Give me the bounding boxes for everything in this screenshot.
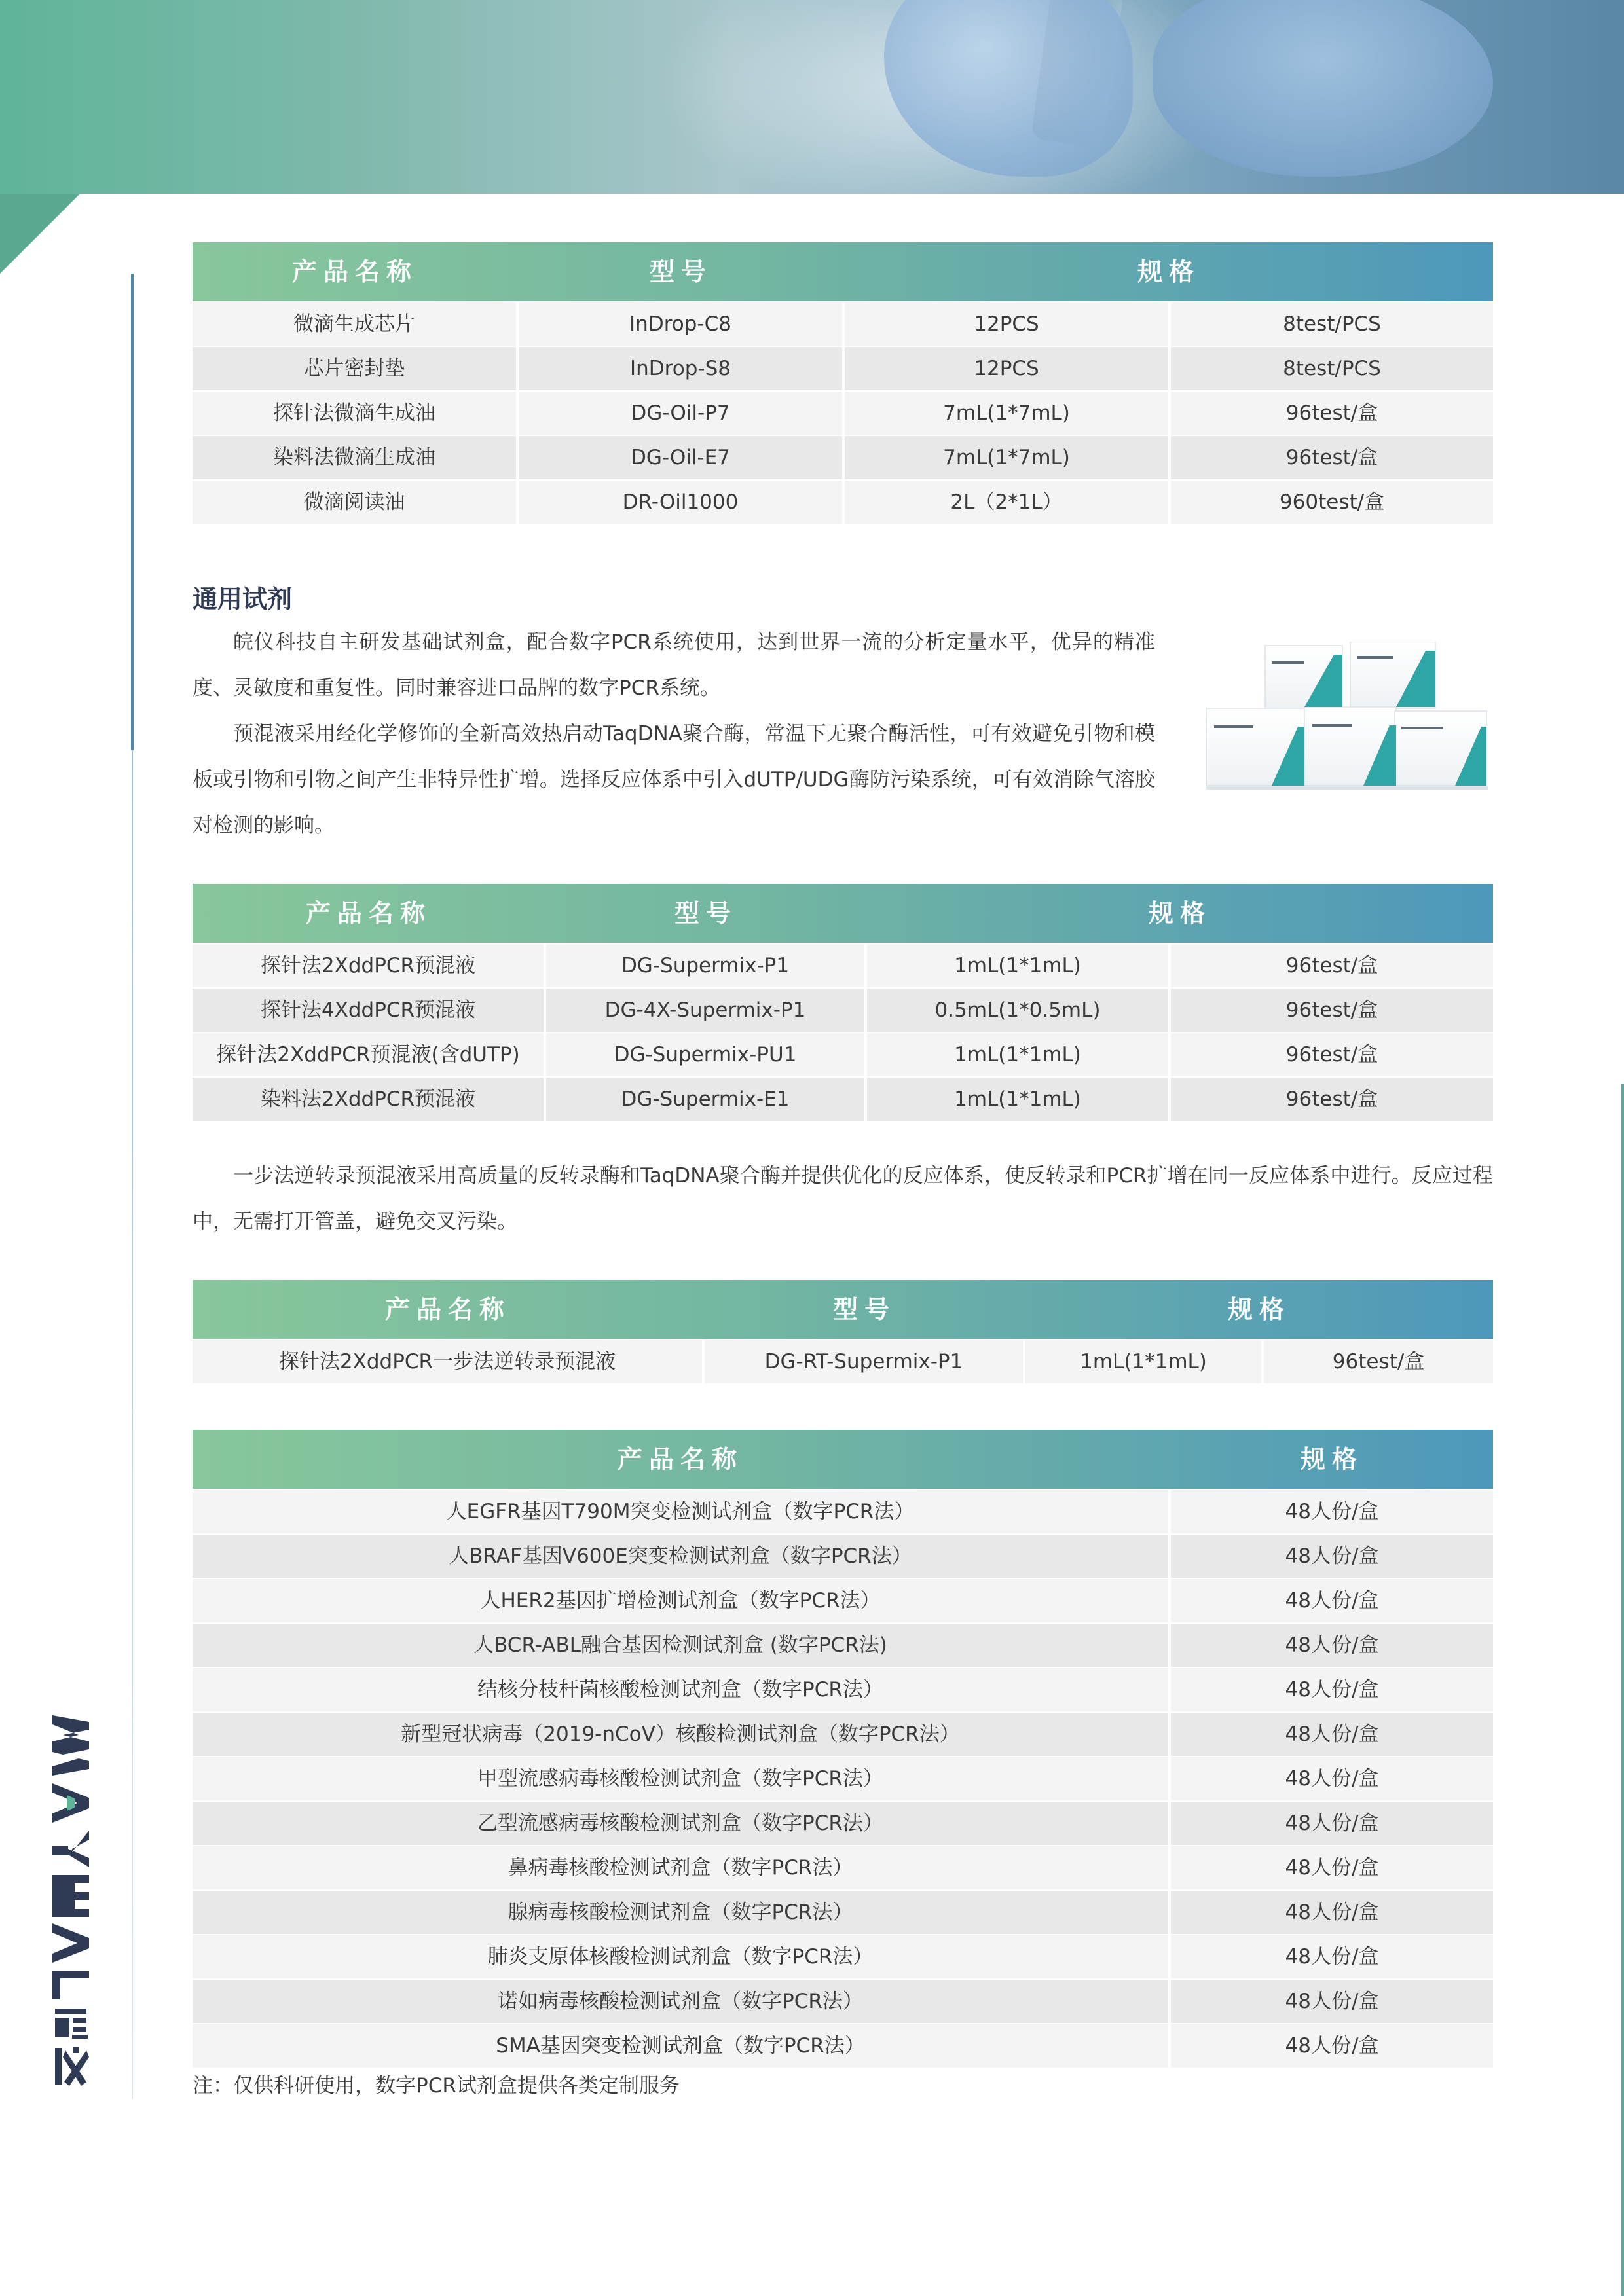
cell-model: DG-Supermix-PU1 [546, 1033, 864, 1076]
cell-name: 探针法4XddPCR预混液 [193, 989, 544, 1032]
header-model: 型号 [832, 1295, 896, 1324]
table-row [193, 1078, 1493, 1121]
footnote: 注：仅供科研使用，数字PCR试剂盒提供各类定制服务 [193, 2074, 680, 2098]
corner-accent [0, 194, 80, 274]
cell-spec: 48人份/盒 [1171, 1935, 1493, 1978]
cell-name: 人EGFR基因T790M突变检测试剂盒（数字PCR法） [193, 1490, 1168, 1533]
cell-qty: 1mL(1*1mL) [867, 944, 1168, 987]
cell-spec: 96test/盒 [1171, 944, 1493, 987]
cell-qty: 12PCS [845, 302, 1168, 346]
cell-spec: 96test/盒 [1171, 989, 1493, 1032]
table-row [193, 302, 1493, 346]
cell-name: 染料法微滴生成油 [193, 436, 516, 479]
cell-qty: 12PCS [845, 347, 1168, 390]
cell-spec: 8test/PCS [1171, 347, 1493, 390]
cell-name: 鼻病毒核酸检测试剂盒（数字PCR法） [193, 1846, 1168, 1889]
table-row [193, 944, 1493, 987]
cell-spec: 48人份/盒 [1171, 1624, 1493, 1667]
table-row [193, 1340, 1493, 1383]
cell-name: 结核分枝杆菌核酸检测试剂盒（数字PCR法） [193, 1668, 1168, 1711]
cell-name: 探针法2XddPCR预混液 [193, 944, 544, 987]
cell-name: SMA基因突变检测试剂盒（数字PCR法） [193, 2024, 1168, 2068]
right-accent-line [1621, 1084, 1624, 2296]
cell-spec: 48人份/盒 [1171, 1757, 1493, 1800]
cell-model: InDrop-S8 [519, 347, 842, 390]
table-row [193, 989, 1493, 1032]
header-product-name: 产品名称 [617, 1445, 743, 1474]
cell-name: 腺病毒核酸检测试剂盒（数字PCR法） [193, 1891, 1168, 1934]
table-row [193, 1535, 1493, 1578]
cell-name: 人BRAF基因V600E突变检测试剂盒（数字PCR法） [193, 1535, 1168, 1578]
header-product-name: 产品名称 [305, 899, 432, 928]
header-model: 型号 [674, 899, 737, 928]
cell-model: DG-4X-Supermix-P1 [546, 989, 864, 1032]
cell-name: 甲型流感病毒核酸检测试剂盒（数字PCR法） [193, 1757, 1168, 1800]
table-row [193, 2024, 1493, 2068]
cell-name: 人BCR-ABL融合基因检测试剂盒 (数字PCR法) [193, 1624, 1168, 1667]
table-row [193, 1891, 1493, 1934]
cell-spec: 8test/PCS [1171, 302, 1493, 346]
cell-spec: 96test/盒 [1171, 1033, 1493, 1076]
table-row [193, 347, 1493, 390]
cell-spec: 48人份/盒 [1171, 1713, 1493, 1756]
table-row [193, 1713, 1493, 1756]
cell-spec: 96test/盒 [1171, 1078, 1493, 1121]
table-row [193, 392, 1493, 435]
header-spec: 规格 [1300, 1445, 1363, 1474]
cell-spec: 48人份/盒 [1171, 1668, 1493, 1711]
banner-glove-right [1153, 0, 1493, 177]
cell-name: 微滴生成芯片 [193, 302, 516, 346]
cell-qty: 0.5mL(1*0.5mL) [867, 989, 1168, 1032]
cell-name: 探针法2XddPCR一步法逆转录预混液 [193, 1340, 702, 1383]
header-product-name: 产品名称 [291, 257, 418, 286]
cell-spec: 48人份/盒 [1171, 1980, 1493, 2023]
cell-model: DG-Oil-P7 [519, 392, 842, 435]
cell-model: DG-Supermix-E1 [546, 1078, 864, 1121]
cell-qty: 1mL(1*1mL) [1025, 1340, 1261, 1383]
table-row [193, 481, 1493, 524]
table-row [193, 1846, 1493, 1889]
cell-spec: 48人份/盒 [1171, 1891, 1493, 1934]
product-boxes-image [1206, 642, 1488, 792]
table-detection-kits [193, 1430, 1493, 2068]
left-thin-line [132, 750, 133, 2099]
cell-spec: 48人份/盒 [1171, 1579, 1493, 1622]
cell-qty: 2L（2*1L） [845, 481, 1168, 524]
header-model: 型号 [649, 257, 712, 286]
paragraph-intro: 皖仪科技自主研发基础试剂盒，配合数字PCR系统使用，达到世界一流的分析定量水平，优异的精准度、灵敏度和重复性。同时兼容进口品牌的数字PCR系统。 [193, 630, 1155, 700]
section-title-general-reagents: 通用试剂 [193, 585, 293, 613]
cell-name: 染料法2XddPCR预混液 [193, 1078, 544, 1121]
table-consumables [193, 242, 1493, 524]
table-header [193, 884, 1493, 943]
cell-spec: 48人份/盒 [1171, 1846, 1493, 1889]
cell-spec: 48人份/盒 [1171, 1535, 1493, 1578]
header-spec: 规格 [1227, 1295, 1291, 1324]
left-accent-line [131, 274, 134, 750]
table-header [193, 242, 1493, 301]
cell-spec: 48人份/盒 [1171, 2024, 1493, 2068]
cell-model: DG-Oil-E7 [519, 436, 842, 479]
cell-name: 探针法2XddPCR预混液(含dUTP) [193, 1033, 544, 1076]
header-product-name: 产品名称 [384, 1295, 511, 1324]
cell-spec: 48人份/盒 [1171, 1802, 1493, 1845]
table-row [193, 436, 1493, 479]
cell-name: 肺炎支原体核酸检测试剂盒（数字PCR法） [193, 1935, 1168, 1978]
cell-name: 人HER2基因扩增检测试剂盒（数字PCR法） [193, 1579, 1168, 1622]
cell-name: 探针法微滴生成油 [193, 392, 516, 435]
cell-qty: 7mL(1*7mL) [845, 392, 1168, 435]
wayeal-logo [52, 1715, 89, 2088]
header-spec: 规格 [1137, 257, 1200, 286]
cell-qty: 1mL(1*1mL) [867, 1033, 1168, 1076]
cell-spec: 48人份/盒 [1171, 1490, 1493, 1533]
cell-qty: 1mL(1*1mL) [867, 1078, 1168, 1121]
table-header [193, 1430, 1493, 1489]
cell-model: DG-Supermix-P1 [546, 944, 864, 987]
cell-name: 芯片密封垫 [193, 347, 516, 390]
table-rt-premix [193, 1280, 1493, 1383]
cell-model: DR-Oil1000 [519, 481, 842, 524]
table-row [193, 1490, 1493, 1533]
table-row [193, 1757, 1493, 1800]
header-banner-photo [0, 0, 1624, 194]
table-header [193, 1280, 1493, 1339]
cell-spec: 96test/盒 [1171, 392, 1493, 435]
table-row [193, 1980, 1493, 2023]
cell-spec: 96test/盒 [1171, 436, 1493, 479]
table-row [193, 1935, 1493, 1978]
table-row [193, 1668, 1493, 1711]
cell-name: 新型冠状病毒（2019-nCoV）核酸检测试剂盒（数字PCR法） [193, 1713, 1168, 1756]
table-row [193, 1802, 1493, 1845]
cell-name: 微滴阅读油 [193, 481, 516, 524]
cell-spec: 96test/盒 [1264, 1340, 1493, 1383]
cell-model: DG-RT-Supermix-P1 [705, 1340, 1023, 1383]
paragraph-rt-premix: 一步法逆转录预混液采用高质量的反转录酶和TaqDNA聚合酶并提供优化的反应体系，使反转录和PCR扩增在同一反应体系中进行。反应过程中，无需打开管盖，避免交叉污染。 [193, 1164, 1493, 1233]
table-row [193, 1033, 1493, 1076]
paragraph-premix: 预混液采用经化学修饰的全新高效热启动TaqDNA聚合酶，常温下无聚合酶活性，可有效避免引物和模板或引物和引物之间产生非特异性扩增。选择反应体系中引入dUTP/UDG酶防污染系统，可有效消除气溶胶对检测的影响。 [193, 722, 1155, 837]
cell-model: InDrop-C8 [519, 302, 842, 346]
cell-qty: 7mL(1*7mL) [845, 436, 1168, 479]
cell-spec: 960test/盒 [1171, 481, 1493, 524]
cell-name: 诺如病毒核酸检测试剂盒（数字PCR法） [193, 1980, 1168, 2023]
cell-name: 乙型流感病毒核酸检测试剂盒（数字PCR法） [193, 1802, 1168, 1845]
table-row [193, 1579, 1493, 1622]
table-premix [193, 884, 1493, 1121]
header-spec: 规格 [1148, 899, 1211, 928]
table-row [193, 1624, 1493, 1667]
